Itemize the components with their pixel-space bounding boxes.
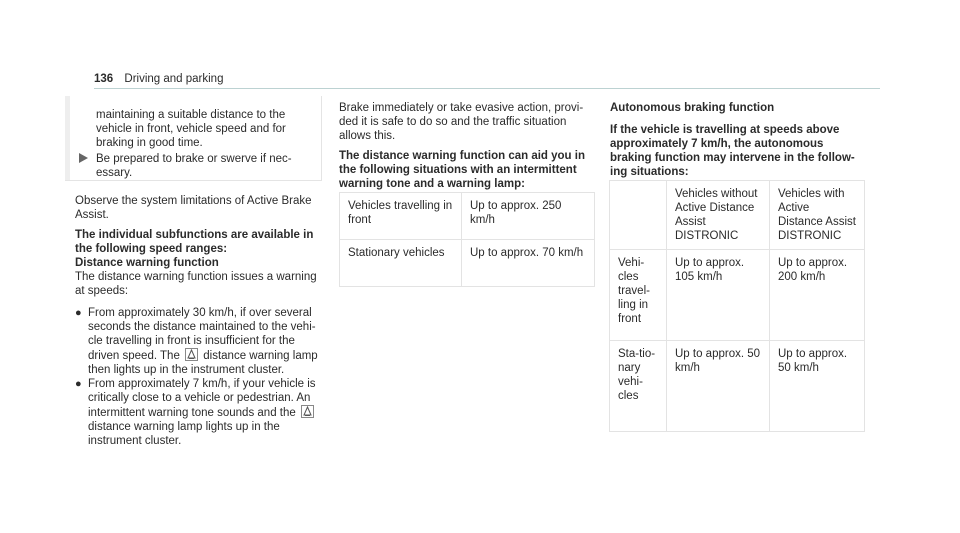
autonomous-braking-heading: If the vehicle is travelling at speeds above approximately 7 km/h, the autonomous braking function may intervene in the follow-ing situations: (610, 124, 855, 178)
list-item (75, 377, 325, 448)
note-box-action: Be prepared to brake or swerve if nec-essary. (96, 153, 292, 179)
table-cell: Stationary vehicles (340, 240, 462, 287)
table-row (340, 240, 595, 287)
table-cell: Up to approx. 50 km/h (770, 341, 865, 432)
subfunctions-heading: The individual subfunctions are available in the following speed ranges: (75, 229, 314, 255)
distance-warning-lamp-icon (185, 348, 198, 361)
table-cell: Sta-tio-nary vehi-cles (610, 341, 667, 432)
arrow-right-icon (79, 153, 88, 167)
table-cell: Up to approx. 50 km/h (667, 341, 770, 432)
bullet-text: From approximately 30 km/h, if over several seconds the distance maintained to the vehi-cle travelling in front is insufficient for the driven speed. The (88, 307, 316, 362)
bullet-text-continued: distance warning lamp lights up in the instrument cluster. (88, 421, 280, 447)
brake-intro-text: Brake immediately or take evasive action, provi-ded it is safe to do so and the traffic situation allows this. (339, 102, 584, 142)
distance-warning-table (339, 192, 595, 287)
table-header-cell (610, 181, 667, 250)
autonomous-braking-table (609, 180, 865, 432)
table-cell: Vehi-cles travel-ling in front (610, 250, 667, 341)
distance-aid-heading: The distance warning function can aid you in the following situations with an intermittent warning tone and a warning lamp: (339, 150, 585, 190)
table-cell: Vehicles travelling in front (340, 193, 462, 240)
list-item (75, 306, 325, 377)
page-number: 136 (94, 73, 114, 85)
table-header-row (610, 181, 865, 250)
table-row (610, 250, 865, 341)
table-cell: Up to approx. 200 km/h (770, 250, 865, 341)
bullet-text: From approximately 7 km/h, if your vehicle is critically close to a vehicle or pedestrian. An intermittent warning tone sounds and the (88, 378, 316, 419)
section-title: Driving and parking (124, 73, 224, 85)
table-cell: Up to approx. 70 km/h (462, 240, 595, 287)
header-divider (94, 88, 880, 89)
table-header-cell: Vehicles with Active Distance Assist DISTRONIC (770, 181, 865, 250)
note-box-text: maintaining a suitable distance to the vehicle in front, vehicle speed and for braking in good time. (96, 109, 286, 149)
page-header (94, 72, 879, 88)
table-cell: Up to approx. 105 km/h (667, 250, 770, 341)
table-row (610, 341, 865, 432)
bullet-dot-icon: ● (75, 378, 82, 390)
column-3 (610, 101, 868, 179)
table-header-cell: Vehicles without Active Distance Assist DISTRONIC (667, 181, 770, 250)
distance-warning-lamp-icon (301, 405, 314, 418)
autonomous-braking-title: Autonomous braking function (610, 102, 775, 114)
distance-warning-intro: The distance warning function issues a warning at speeds: (75, 271, 317, 297)
observe-text: Observe the system limitations of Active Brake Assist. (75, 195, 312, 221)
column-2 (339, 101, 597, 191)
column-1 (65, 194, 325, 298)
table-row (340, 193, 595, 240)
table-cell: Up to approx. 250 km/h (462, 193, 595, 240)
distance-warning-heading: Distance warning function (75, 257, 219, 269)
bullet-list (75, 306, 325, 448)
bullet-text-continued: distance warning lamp then lights up in the instrument cluster. (88, 350, 318, 376)
bullet-dot-icon: ● (75, 307, 82, 319)
